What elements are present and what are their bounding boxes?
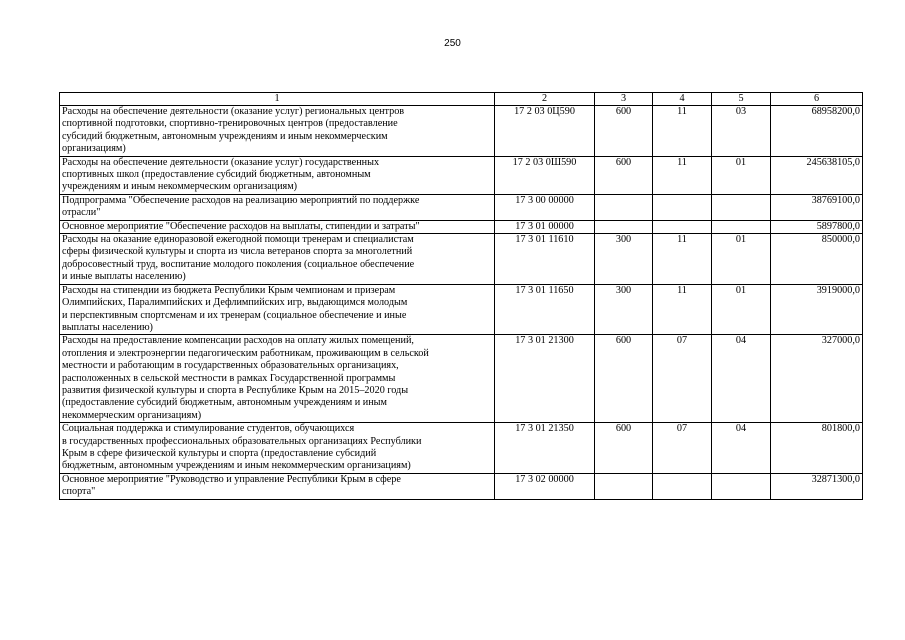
column-header-2: 2 xyxy=(495,93,595,106)
table-header-row xyxy=(60,93,863,106)
row-code-cell: 17 3 01 11610 xyxy=(495,234,595,285)
page-number: 250 xyxy=(444,38,461,49)
row-rz-cell: 11 xyxy=(653,106,712,157)
column-header-4: 4 xyxy=(653,93,712,106)
table-row xyxy=(60,156,863,194)
row-vr-cell: 300 xyxy=(595,234,653,285)
row-code-cell: 17 2 03 0Ц590 xyxy=(495,106,595,157)
row-pr-cell xyxy=(712,194,771,220)
row-name-cell: Основное мероприятие "Руководство и управление Республики Крым в сфере спорта" xyxy=(60,473,495,499)
row-sum-cell: 32871300,0 xyxy=(771,473,863,499)
row-code-cell: 17 3 01 21300 xyxy=(495,335,595,423)
table-row xyxy=(60,234,863,285)
table-row xyxy=(60,220,863,233)
row-code-cell: 17 3 02 00000 xyxy=(495,473,595,499)
row-vr-cell: 300 xyxy=(595,284,653,335)
row-sum-cell: 801800,0 xyxy=(771,423,863,474)
row-vr-cell xyxy=(595,473,653,499)
row-rz-cell: 11 xyxy=(653,284,712,335)
row-pr-cell xyxy=(712,220,771,233)
row-rz-cell: 11 xyxy=(653,156,712,194)
table-row xyxy=(60,194,863,220)
row-name-cell: Социальная поддержка и стимулирование студентов, обучающихся в государственных профессиональных образовательных организациях Республики Крым в сфере физической культуры и спорта (предоставление субсидий бюджетным, автономным учреждениям и иным некоммерческим организациям) xyxy=(60,423,495,474)
row-vr-cell: 600 xyxy=(595,106,653,157)
row-pr-cell: 01 xyxy=(712,284,771,335)
row-sum-cell: 850000,0 xyxy=(771,234,863,285)
row-name-cell: Расходы на оказание единоразовой ежегодной помощи тренерам и специалистам сферы физической культуры и спорта из числа ветеранов спорта за многолетний добросовестный труд, воспитание молодого поколения (социальное обеспечение и иные выплаты населению) xyxy=(60,234,495,285)
row-pr-cell: 01 xyxy=(712,234,771,285)
row-rz-cell: 07 xyxy=(653,335,712,423)
table-row xyxy=(60,473,863,499)
row-vr-cell xyxy=(595,194,653,220)
row-vr-cell: 600 xyxy=(595,423,653,474)
row-pr-cell: 03 xyxy=(712,106,771,157)
row-sum-cell: 68958200,0 xyxy=(771,106,863,157)
row-rz-cell xyxy=(653,194,712,220)
row-code-cell: 17 3 01 21350 xyxy=(495,423,595,474)
row-code-cell: 17 2 03 0Ш590 xyxy=(495,156,595,194)
row-name-cell: Подпрограмма "Обеспечение расходов на реализацию мероприятий по поддержке отрасли" xyxy=(60,194,495,220)
table-row xyxy=(60,284,863,335)
table-row xyxy=(60,106,863,157)
column-header-3: 3 xyxy=(595,93,653,106)
row-pr-cell: 04 xyxy=(712,335,771,423)
row-sum-cell: 327000,0 xyxy=(771,335,863,423)
row-code-cell: 17 3 00 00000 xyxy=(495,194,595,220)
row-name-cell: Расходы на обеспечение деятельности (оказание услуг) государственных спортивных школ (предоставление субсидий бюджетным, автономным учреждениям и иным некоммерческим организациям) xyxy=(60,156,495,194)
row-rz-cell: 07 xyxy=(653,423,712,474)
column-header-1: 1 xyxy=(60,93,495,106)
row-sum-cell: 5897800,0 xyxy=(771,220,863,233)
row-rz-cell xyxy=(653,473,712,499)
column-header-5: 5 xyxy=(712,93,771,106)
row-sum-cell: 38769100,0 xyxy=(771,194,863,220)
row-pr-cell xyxy=(712,473,771,499)
row-sum-cell: 245638105,0 xyxy=(771,156,863,194)
table-row xyxy=(60,335,863,423)
row-name-cell: Расходы на стипендии из бюджета Республики Крым чемпионам и призерам Олимпийских, Паралимпийских и Дефлимпийских игр, выдающимся молодым и перспективным спортсменам и их тренерам (социальное обеспечение и иные выплаты населению) xyxy=(60,284,495,335)
row-pr-cell: 01 xyxy=(712,156,771,194)
column-header-6: 6 xyxy=(771,93,863,106)
row-rz-cell: 11 xyxy=(653,234,712,285)
row-vr-cell xyxy=(595,220,653,233)
row-code-cell: 17 3 01 11650 xyxy=(495,284,595,335)
row-name-cell: Расходы на обеспечение деятельности (оказание услуг) региональных центров спортивной подготовки, спортивно-тренировочных центров (предоставление субсидий бюджетным, автономным учреждениям и иным некоммерческим организациям) xyxy=(60,106,495,157)
row-code-cell: 17 3 01 00000 xyxy=(495,220,595,233)
row-rz-cell xyxy=(653,220,712,233)
row-sum-cell: 3919000,0 xyxy=(771,284,863,335)
table-row xyxy=(60,423,863,474)
row-vr-cell: 600 xyxy=(595,335,653,423)
row-name-cell: Основное мероприятие "Обеспечение расходов на выплаты, стипендии и затраты" xyxy=(60,220,495,233)
row-pr-cell: 04 xyxy=(712,423,771,474)
budget-table xyxy=(59,92,863,500)
row-name-cell: Расходы на предоставление компенсации расходов на оплату жилых помещений, отопления и электроэнергии педагогическим работникам, проживающим в сельской местности и работающим в государственных образовательных организациях, расположенных в сельской местности в рамках Государственной программы развития физической культуры и спорта в Республике Крым на 2015–2020 годы (предоставление субсидий бюджетным, автономным учреждениям и иным некоммерческим организациям) xyxy=(60,335,495,423)
row-vr-cell: 600 xyxy=(595,156,653,194)
